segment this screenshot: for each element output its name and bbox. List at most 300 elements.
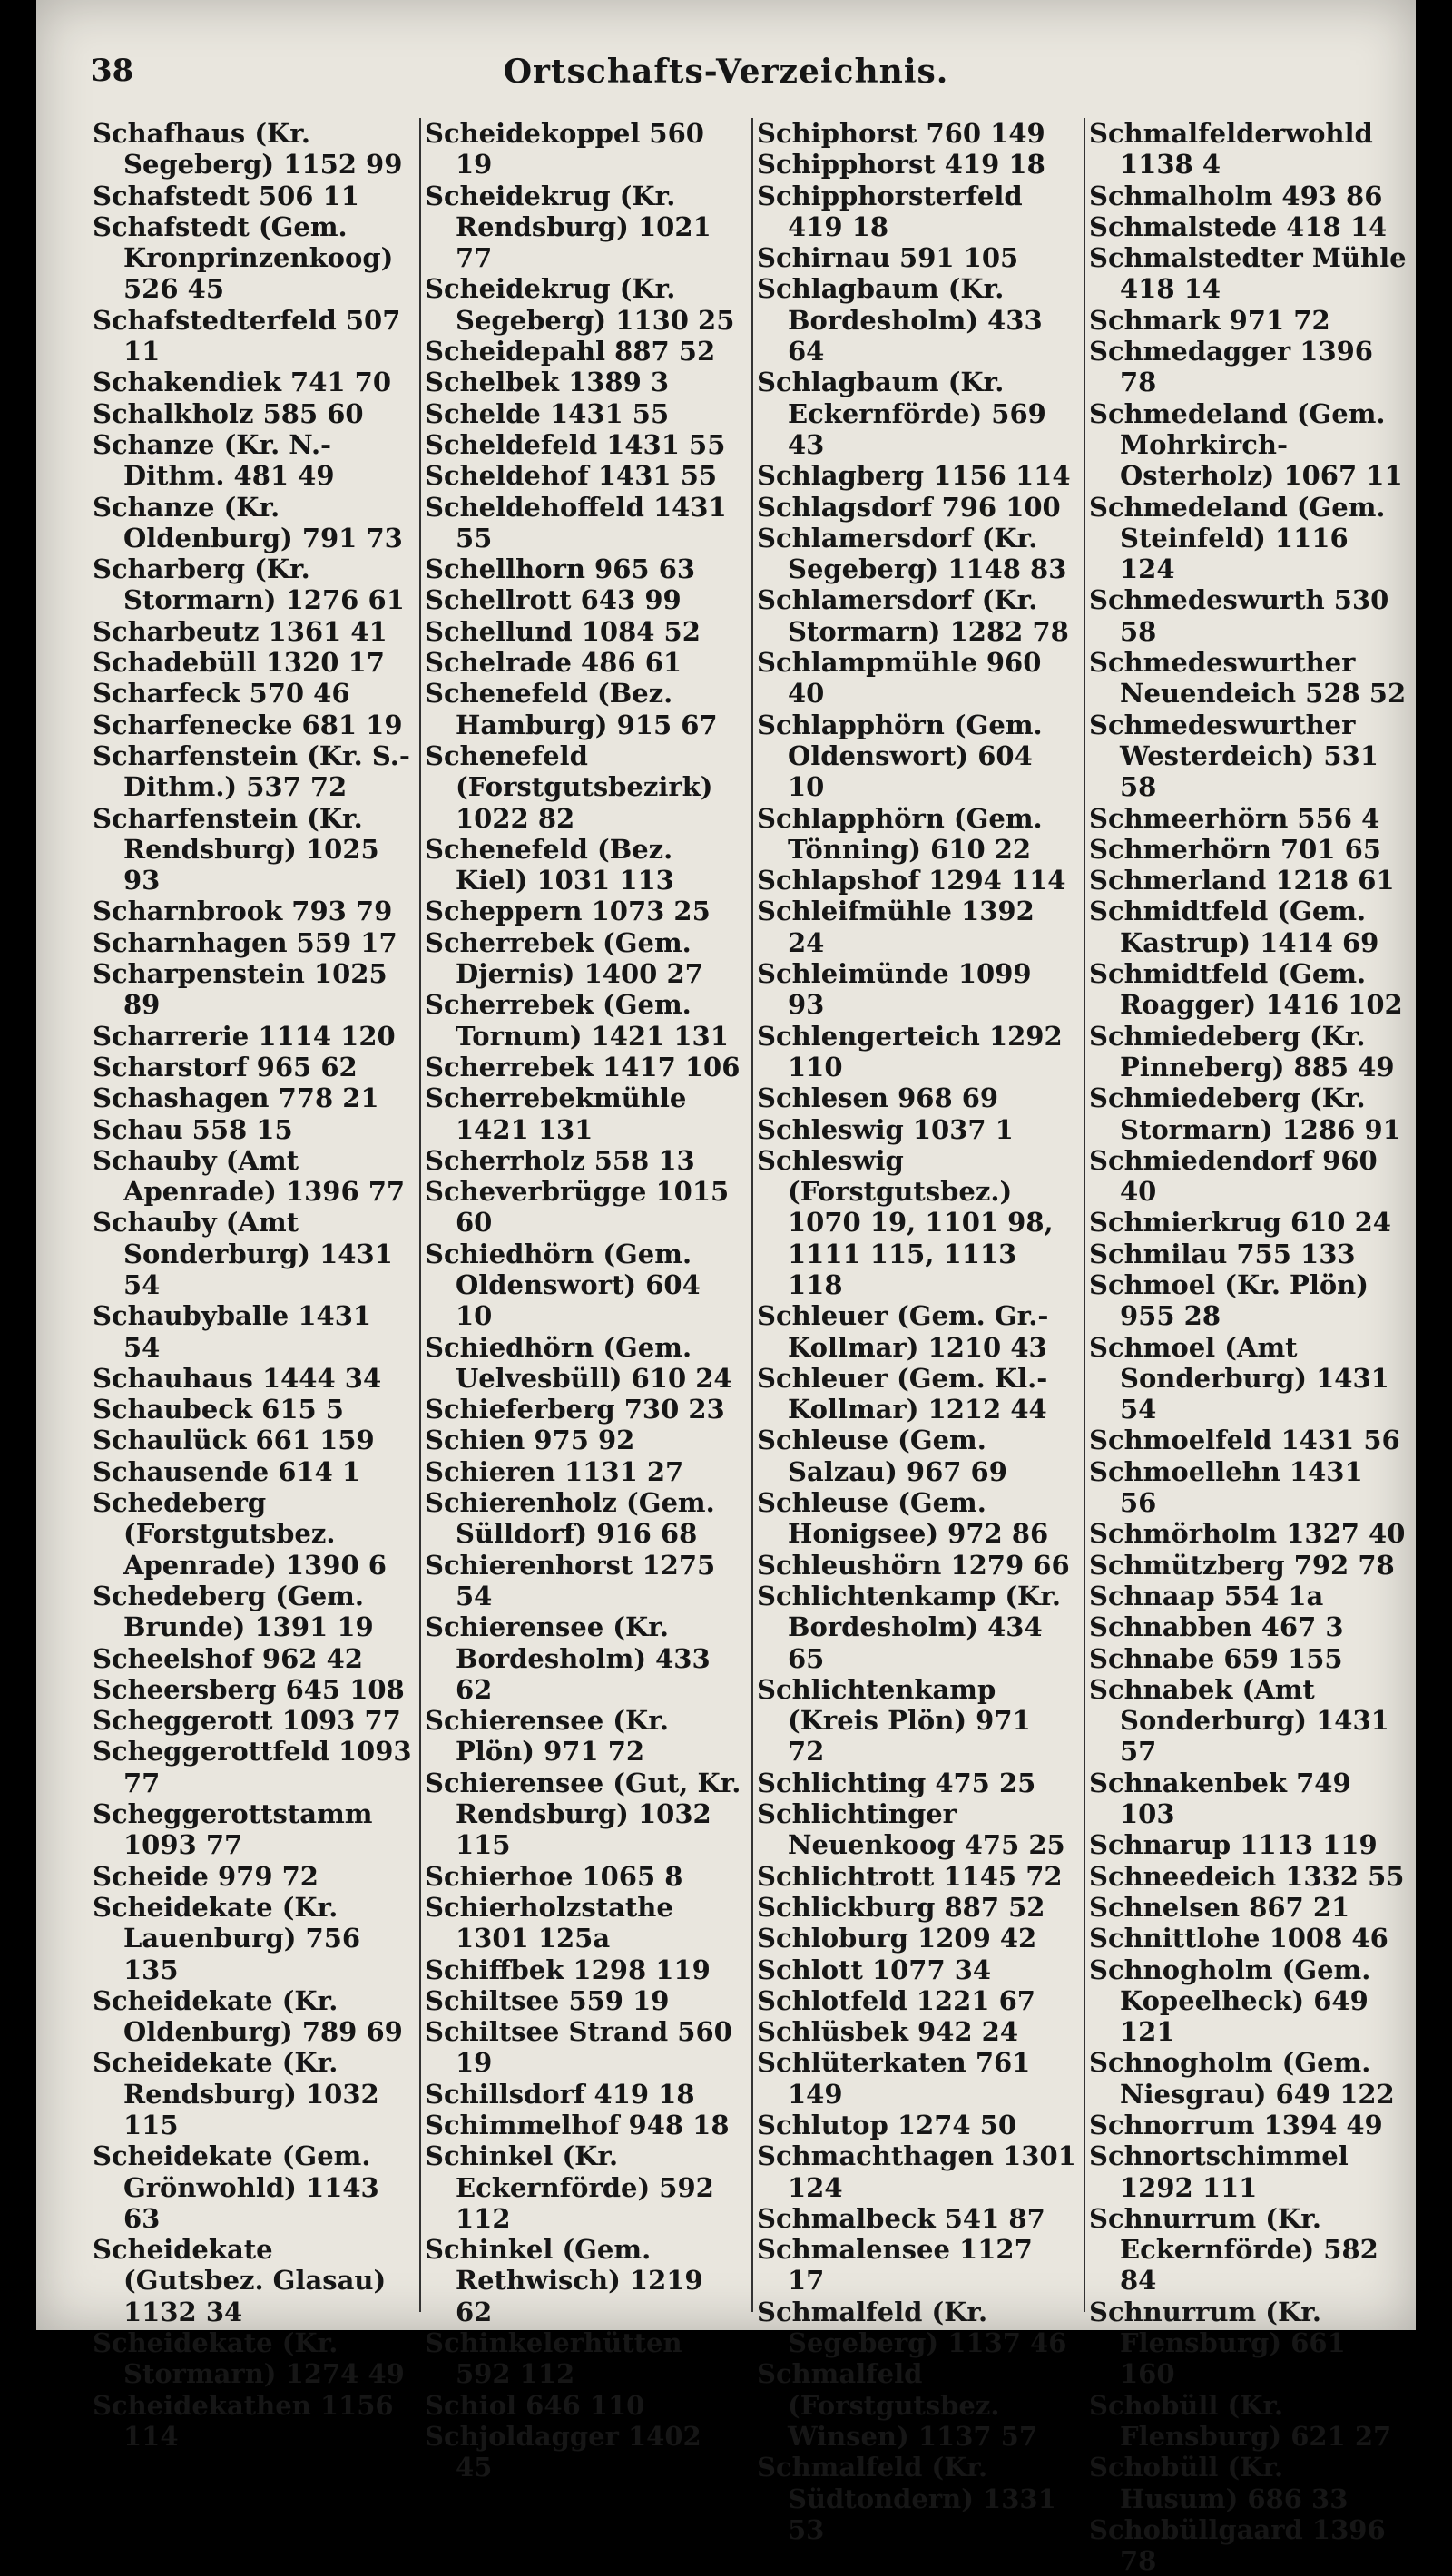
place-entry	[757, 584, 1076, 647]
place-entry	[1089, 2390, 1408, 2453]
reference-number: 53	[788, 2513, 825, 2545]
place-name: Scherrebek (Gem. Tornum) 1421	[425, 989, 692, 1052]
place-entry	[757, 647, 1076, 710]
place-name: Schmalholm 493	[1089, 180, 1347, 211]
reference-number: 14	[1183, 273, 1221, 305]
place-entry	[93, 1861, 412, 1892]
index-column-4	[1085, 118, 1416, 2576]
place-entry	[1089, 2297, 1408, 2390]
place-name: Schierhoe 1065	[425, 1860, 665, 1892]
place-entry	[425, 2079, 744, 2110]
place-name: Schien 975	[425, 1425, 598, 1456]
place-name: Scharrerie 1114	[93, 1020, 341, 1052]
reference-number: 17	[348, 647, 385, 679]
place-name: Schmerhörn 701	[1089, 833, 1345, 865]
place-name: Schellhorn 965	[425, 553, 659, 585]
place-name: Schausende 614	[93, 1455, 342, 1487]
reference-number: 28	[1183, 1300, 1221, 1332]
place-entry	[93, 1021, 412, 1052]
place-entry	[757, 1954, 1076, 1985]
reference-number: 78	[1032, 615, 1069, 647]
reference-number: 14	[1349, 211, 1388, 242]
place-entry	[93, 2047, 412, 2140]
place-name: Schiedhörn (Gem. Oldenswort) 604	[425, 1238, 701, 1300]
reference-number: 87	[1008, 2202, 1045, 2234]
place-name: Schlagberg 1156	[757, 460, 1015, 492]
place-entry	[425, 1861, 744, 1892]
place-entry	[1089, 2140, 1408, 2203]
reference-number: 24	[695, 1362, 732, 1394]
place-entry	[1089, 803, 1408, 834]
reference-number: 43	[788, 428, 825, 460]
reference-number: 114	[123, 2420, 179, 2452]
reference-number: 111	[1202, 2171, 1258, 2203]
place-name: Scheidekate (Kr. Oldenburg) 789	[93, 1984, 367, 2048]
reference-number: 78	[1120, 367, 1157, 398]
place-name: Schmedeswurther Neuendeich 528	[1089, 647, 1369, 710]
place-entry	[425, 1768, 744, 1861]
index-column-2	[421, 118, 753, 2483]
reference-number: 52	[663, 615, 701, 647]
place-entry	[1089, 1611, 1408, 1642]
reference-number: 45	[187, 273, 224, 305]
place-name: Schleuer (Gem. Gr.-Kollmar) 1210	[757, 1300, 1049, 1363]
reference-number: 69	[1342, 926, 1379, 958]
place-entry	[1089, 1021, 1408, 1083]
place-name: Schiol 646	[425, 2389, 590, 2421]
reference-number: 62	[456, 2296, 493, 2327]
place-name: Scheldehof 1431	[425, 460, 681, 492]
reference-number: 78	[1358, 1549, 1395, 1581]
place-entry	[93, 1114, 412, 1145]
place-entry	[1089, 896, 1408, 958]
reference-number: 43	[1010, 1331, 1047, 1363]
place-name: Scheidekate (Kr. Lauenburg) 756	[93, 1891, 361, 1954]
place-name: Schaubeck 615	[93, 1394, 326, 1425]
place-name: Scharfenstein (Kr. S.-Dithm.) 537	[93, 739, 410, 803]
reference-number: 34	[344, 1362, 382, 1394]
place-entry	[757, 1487, 1076, 1550]
place-entry	[425, 1985, 744, 2016]
place-name: Scheidekrug (Kr. Rendsburg) 1021	[425, 180, 711, 242]
reference-number: 25	[1028, 1829, 1065, 1861]
place-name: Schlichtrott 1145	[757, 1860, 1026, 1892]
reference-number: 54	[456, 1580, 493, 1611]
reference-number: 13	[658, 1144, 695, 1176]
place-name: Schnogholm (Gem. Niesgrau) 649	[1089, 2047, 1371, 2110]
place-name: Schafstedterfeld 507	[93, 304, 401, 336]
place-entry	[757, 1985, 1076, 2016]
place-entry	[93, 678, 412, 709]
reference-number: 131	[673, 1020, 729, 1052]
reference-number: 24	[1354, 1207, 1391, 1239]
place-entry	[757, 2358, 1076, 2452]
reference-number: 57	[1120, 1736, 1157, 1768]
place-entry	[425, 616, 744, 647]
place-name: Schmedagger 1396	[1089, 336, 1373, 367]
place-entry	[1089, 1923, 1408, 1954]
place-name: Schelde 1431	[425, 397, 633, 429]
place-name: Schmalensee 1127	[757, 2234, 1033, 2266]
place-entry	[93, 1985, 412, 2048]
place-name: Schlichtenkamp (Kr. Bordesholm) 434	[757, 1580, 1061, 1643]
reference-number: 93	[123, 865, 161, 896]
place-entry	[93, 429, 412, 492]
place-entry	[93, 1643, 412, 1674]
reference-number: 27	[666, 958, 703, 990]
reference-number: 18	[1008, 149, 1045, 181]
place-entry	[757, 1861, 1076, 1892]
place-entry	[1089, 398, 1408, 492]
place-entry	[93, 2390, 412, 2453]
place-name: Schnabben 467	[1089, 1611, 1326, 1643]
place-name: Schleimünde 1099	[757, 958, 1032, 990]
place-entry	[425, 1394, 744, 1425]
place-entry	[757, 1114, 1076, 1145]
reference-number: 3	[650, 367, 670, 398]
place-name: Schierenhorst 1275	[425, 1549, 716, 1581]
reference-number: 93	[788, 989, 825, 1021]
place-name: Schleswig (Forstgutsbez.) 1070 19, 1101 98, 1111 115, 1113	[757, 1144, 1054, 1269]
place-name: Schiffbek 1298	[425, 1954, 656, 1985]
place-name: Schauby (Amt Sonderburg) 1431	[93, 1207, 393, 1269]
place-entry	[425, 896, 744, 926]
place-name: Schnabek (Amt Sonderburg) 1431	[1089, 1673, 1389, 1737]
place-name: Schmoelfeld 1431	[1089, 1425, 1364, 1456]
place-name: Schnogholm (Gem. Kopeelheck) 649	[1089, 1954, 1371, 2016]
place-entry	[425, 2390, 744, 2421]
place-entry	[425, 1954, 744, 1985]
place-entry	[1089, 1082, 1408, 1145]
place-entry	[425, 927, 744, 990]
place-entry	[757, 2140, 1076, 2203]
place-name: Scheldehoffeld 1431	[425, 491, 727, 523]
place-name: Schiltsee Strand 560	[425, 2016, 732, 2048]
place-name: Schmachthagen 1301	[757, 2140, 1076, 2172]
place-entry	[757, 1300, 1076, 1363]
reference-number: 10	[788, 771, 825, 803]
place-entry	[93, 492, 412, 554]
place-entry	[1089, 1861, 1408, 1892]
place-entry	[425, 2421, 744, 2483]
reference-number: 49	[298, 460, 335, 492]
place-name: Schnorrum 1394	[1089, 2110, 1347, 2140]
reference-number: 25	[698, 304, 735, 336]
place-entry	[757, 958, 1076, 1021]
reference-number: 115	[456, 1829, 511, 1861]
reference-number: 1	[341, 1455, 361, 1487]
reference-number: 69	[366, 2016, 403, 2048]
reference-number: 91	[1364, 1113, 1401, 1145]
place-name: Scheersberg 645	[93, 1673, 350, 1705]
reference-number: 70	[354, 367, 392, 398]
reference-number: 27	[1354, 2420, 1392, 2452]
place-name: Schmierkrug 610	[1089, 1207, 1355, 1239]
reference-number: 19	[456, 149, 493, 181]
reference-number: 42	[999, 1923, 1037, 1954]
place-entry	[757, 1145, 1076, 1300]
place-entry	[757, 492, 1076, 523]
place-name: Scheverbrügge 1015	[425, 1176, 730, 1208]
place-entry	[1089, 181, 1408, 211]
place-name: Schnarup 1113	[1089, 1829, 1323, 1861]
place-name: Schlamersdorf (Kr. Stormarn) 1282	[757, 584, 1038, 647]
place-entry	[93, 1581, 412, 1643]
place-entry	[1089, 865, 1408, 896]
place-name: Scherrholz 558	[425, 1144, 659, 1176]
place-name: Scheggerottstamm 1093	[93, 1798, 373, 1861]
reference-number: 67	[681, 709, 718, 740]
index-columns	[89, 118, 1416, 2576]
place-name: Scherrebekmühle 1421	[425, 1082, 687, 1145]
reference-number: 11	[322, 180, 359, 211]
reference-number: 22	[994, 833, 1032, 865]
place-name: Schnurrum (Kr. Eckernförde) 582	[1089, 2202, 1378, 2266]
place-name: Schmalfeld (Kr. Segeberg) 1137	[757, 2296, 1031, 2359]
reference-number: 19	[633, 1984, 670, 2016]
place-entry	[93, 1145, 412, 1208]
place-entry	[1089, 1145, 1408, 1208]
place-name: Schmoellehn 1431	[1089, 1455, 1363, 1487]
place-entry	[425, 740, 744, 834]
reference-number: 15	[256, 1113, 293, 1145]
place-name: Schlichtinger Neuenkoog 475	[757, 1798, 1029, 1861]
place-name: Schinkel (Kr. Eckernförde) 592	[425, 2140, 714, 2203]
place-entry	[425, 429, 744, 460]
place-name: Schierensee (Kr. Plön) 971	[425, 1705, 669, 1768]
place-name: Scheidepahl 887	[425, 336, 679, 367]
place-entry	[1089, 2203, 1408, 2297]
place-name: Schleuer (Gem. Kl.-Kollmar) 1212	[757, 1362, 1048, 1425]
place-entry	[425, 2016, 744, 2079]
reference-number: 4	[1202, 149, 1221, 181]
place-name: Scheidekate (Gem. Grönwohld) 1143	[93, 2140, 379, 2203]
place-name: Schleifmühle 1392	[757, 896, 1035, 927]
reference-number: 54	[1120, 1394, 1157, 1425]
place-name: Schlickburg 887	[757, 1891, 1009, 1923]
reference-number: 114	[1015, 460, 1071, 492]
place-name: Scharpenstein 1025	[93, 958, 388, 990]
reference-number: 19	[366, 709, 403, 740]
place-entry	[757, 1082, 1076, 1113]
reference-number: 82	[537, 802, 575, 834]
place-entry	[1089, 710, 1408, 803]
place-entry	[757, 1425, 1076, 1487]
place-entry	[1089, 211, 1408, 242]
place-entry	[93, 118, 412, 181]
place-name: Scheidekate (Kr. Rendsburg) 1032	[93, 2047, 379, 2110]
place-entry	[1089, 242, 1408, 305]
place-entry	[757, 1581, 1076, 1674]
place-entry	[757, 710, 1076, 803]
place-entry	[757, 181, 1076, 243]
place-entry	[425, 1487, 744, 1550]
reference-number: 40	[1369, 1518, 1406, 1550]
reference-number: 119	[1322, 1829, 1378, 1861]
place-name: Schmiedeberg (Kr. Stormarn) 1286	[1089, 1082, 1366, 1145]
place-name: Schafhaus (Kr. Segeberg) 1152	[93, 118, 367, 181]
place-name: Schlichting 475	[757, 1767, 999, 1798]
reference-number: 72	[309, 771, 348, 803]
place-entry	[757, 1363, 1076, 1425]
reference-number: 92	[597, 1425, 635, 1456]
place-name: Schierensee (Gut, Kr. Rendsburg) 1032	[425, 1767, 741, 1830]
place-entry	[425, 1239, 744, 1332]
place-name: Scharnbrook 793	[93, 896, 356, 927]
reference-number: 17	[360, 926, 397, 958]
place-entry	[757, 242, 1076, 273]
reference-number: 77	[368, 1176, 406, 1208]
reference-number: 78	[1120, 2545, 1157, 2576]
place-entry	[425, 398, 744, 429]
reference-number: 49	[1358, 1051, 1395, 1082]
place-name: Schlesen 968	[757, 1082, 962, 1114]
reference-number: 112	[456, 2202, 511, 2234]
place-entry	[93, 1705, 412, 1736]
reference-number: 52	[678, 336, 716, 367]
place-entry	[757, 118, 1076, 149]
place-entry	[757, 1923, 1076, 1954]
place-entry	[1089, 1829, 1408, 1860]
reference-number: 17	[788, 2265, 825, 2297]
place-entry	[1089, 118, 1408, 181]
place-entry	[757, 1550, 1076, 1581]
reference-number: 52	[1369, 678, 1407, 710]
directory-page	[36, 0, 1416, 2576]
place-entry	[93, 211, 412, 305]
place-entry	[93, 1052, 412, 1082]
place-entry	[93, 1674, 412, 1705]
place-entry	[1089, 1518, 1408, 1549]
place-name: Schmedeland (Gem. Steinfeld) 1116	[1089, 491, 1386, 553]
place-name: Scheidekoppel 560	[425, 118, 704, 149]
place-name: Schiedhörn (Gem. Uelvesbüll) 610	[425, 1331, 696, 1394]
reference-number: 6	[368, 1549, 387, 1581]
place-entry	[93, 1487, 412, 1581]
place-name: Scheidekrug (Kr. Segeberg) 1130	[425, 273, 699, 336]
place-entry	[93, 1300, 412, 1363]
reference-number: 27	[646, 1455, 684, 1487]
place-entry	[1089, 834, 1408, 865]
place-name: Schlagbaum (Kr. Eckernförde) 569	[757, 367, 1046, 429]
place-name: Schmalbeck 541	[757, 2202, 1009, 2234]
place-name: Scherrebek 1417	[425, 1051, 685, 1082]
place-name: Schmerland 1218	[1089, 865, 1359, 896]
place-entry	[425, 2234, 744, 2327]
place-entry	[1089, 336, 1408, 398]
place-entry	[1089, 1239, 1408, 1269]
reference-number: 72	[281, 1860, 319, 1892]
place-name: Schlott 1077	[757, 1954, 955, 1985]
place-name: Scharbeutz 1361	[93, 615, 351, 647]
place-name: Scheldefeld 1431	[425, 428, 690, 460]
place-name: Schmoel (Kr. Plön) 955	[1089, 1268, 1369, 1332]
place-name: Schenefeld (Bez. Hamburg) 915	[425, 678, 682, 740]
reference-number: 103	[1120, 1798, 1175, 1830]
place-name: Schmalfelderwohld 1138	[1089, 118, 1373, 181]
place-entry	[425, 1176, 744, 1239]
place-entry	[757, 803, 1076, 866]
reference-number: 11	[123, 336, 161, 367]
page-title: Ortschafts-Verzeichnis.	[503, 53, 949, 91]
place-entry	[1089, 1892, 1408, 1923]
place-name: Schanze (Kr. Oldenburg) 791	[93, 491, 367, 553]
reference-number: 58	[1120, 771, 1157, 803]
place-entry	[425, 678, 744, 740]
place-entry	[425, 2110, 744, 2140]
place-name: Schneedeich 1332	[1089, 1860, 1369, 1892]
place-name: Schiltsee 559	[425, 1984, 633, 2016]
place-name: Schau 558	[93, 1113, 257, 1145]
place-name: Schlotfeld 1221	[757, 1984, 999, 2016]
place-entry	[1089, 1207, 1408, 1238]
place-entry	[1089, 1674, 1408, 1768]
reference-number: 133	[1300, 1238, 1356, 1269]
place-entry	[425, 1425, 744, 1455]
place-entry	[425, 1052, 744, 1082]
place-entry	[425, 1550, 744, 1612]
reference-number: 49	[1346, 2110, 1383, 2140]
reference-number: 124	[788, 2171, 843, 2203]
reference-number: 124	[1120, 553, 1175, 585]
reference-number: 54	[123, 1331, 161, 1363]
reference-number: 50	[979, 2110, 1017, 2140]
place-name: Schmedeswurth 530	[1089, 584, 1389, 616]
place-entry	[425, 460, 744, 491]
reference-number: 19	[456, 2047, 493, 2079]
place-entry	[757, 2110, 1076, 2140]
place-entry	[425, 1611, 744, 1705]
place-entry	[93, 2327, 412, 2390]
place-name: Schmidtfeld (Gem. Roagger) 1416	[1089, 958, 1367, 1021]
place-name: Schmark 971	[1089, 304, 1294, 336]
place-name: Schiphorst 760	[757, 118, 991, 149]
place-name: Schnurrum (Kr. Flensburg) 661	[1089, 2296, 1346, 2359]
place-entry	[425, 367, 744, 397]
place-name: Scharstorf 965	[93, 1051, 321, 1082]
place-name: Schmedeland (Gem. Mohrkirch-Osterholz) 1067	[1089, 397, 1386, 492]
reference-number: 115	[123, 2110, 179, 2140]
reference-number: 18	[692, 2110, 730, 2140]
place-name: Schakendiek 741	[93, 367, 355, 398]
reference-number: 45	[456, 2452, 493, 2483]
place-name: Scharfeck 570	[93, 678, 314, 710]
place-name: Schobüllgaard 1396	[1089, 2513, 1386, 2545]
reference-number: 33	[1311, 2483, 1349, 2514]
reference-number: 79	[355, 896, 393, 927]
reference-number: 106	[684, 1051, 741, 1082]
place-name: Schenefeld (Bez. Kiel) 1031	[425, 833, 673, 896]
place-entry	[425, 181, 744, 274]
place-entry	[425, 1332, 744, 1395]
reference-number: 46	[1030, 2327, 1067, 2359]
reference-number: 68	[660, 1518, 698, 1550]
reference-number: 114	[1010, 865, 1066, 896]
reference-number: 4	[1361, 802, 1380, 834]
place-name: Scheelshof 962	[93, 1642, 327, 1674]
place-name: Schmalstede 418	[1089, 211, 1350, 242]
place-entry	[425, 118, 744, 181]
place-entry	[93, 1082, 412, 1113]
place-entry	[425, 336, 744, 367]
place-entry	[757, 2047, 1076, 2110]
reference-number: 55	[1368, 1860, 1405, 1892]
place-entry	[1089, 1643, 1408, 1674]
reference-number: 18	[851, 211, 888, 242]
place-entry	[93, 2234, 412, 2327]
place-name: Scharberg (Kr. Stormarn) 1276	[93, 553, 368, 616]
reference-number: 3	[1325, 1611, 1344, 1643]
